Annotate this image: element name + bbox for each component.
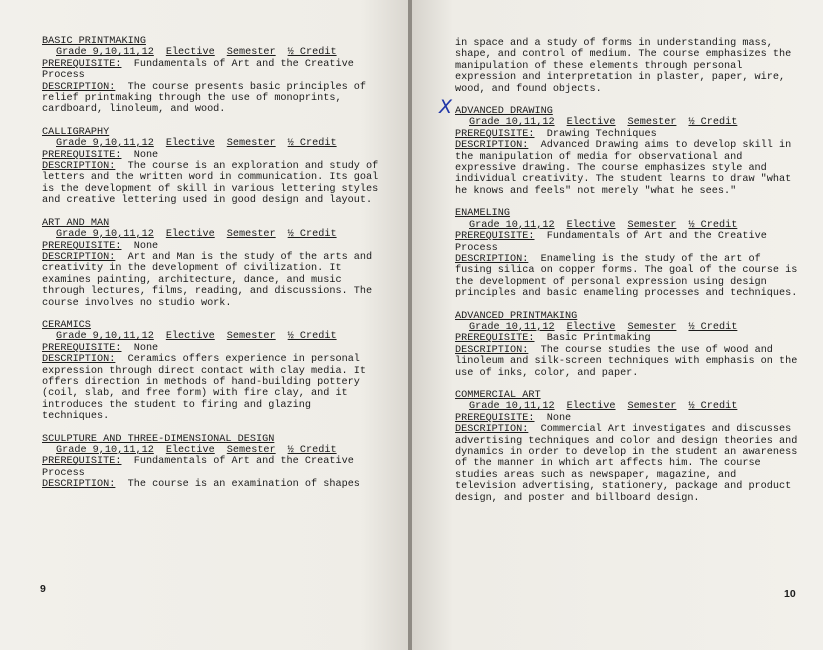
course-semester: Semester [226,138,276,150]
course-grade: Grade 9,10,11,12 [56,445,154,456]
course-title: COMMERCIAL ART [455,389,541,401]
prerequisite-text: None [133,149,159,161]
description-label: DESCRIPTION: [42,479,116,491]
course-prerequisite [42,150,382,161]
course-prerequisite [42,456,382,479]
course-elective: Elective [566,321,616,333]
description-label: DESCRIPTION: [42,251,116,263]
prerequisite-text: None [133,240,159,252]
prerequisite-label: PREREQUISITE: [42,456,122,468]
course-credit: ½ Credit [688,117,738,129]
description-label: DESCRIPTION: [42,81,116,93]
course-credit: ½ Credit [688,219,738,231]
course-semester: Semester [226,47,276,59]
description-label: DESCRIPTION: [455,253,529,265]
course-description [455,140,800,197]
course-title: BASIC PRINTMAKING [42,36,146,47]
course-meta [455,117,800,128]
description-text: The course presents basic principles of relief printmaking through the use of monoprints, cardboard, linoleum, and wood. [42,81,367,116]
prerequisite-label: PREREQUISITE: [455,231,535,243]
prerequisite-label: PREREQUISITE: [42,342,122,354]
course-grade: Grade 10,11,12 [469,219,555,231]
course-ceramics [42,320,382,423]
course-semester: Semester [627,219,677,231]
course-commercial-art [455,390,800,504]
course-credit: ½ Credit [688,401,738,413]
course-grade: Grade 9,10,11,12 [56,331,154,343]
description-text: Enameling is the study of the art of fusing silica on copper forms. The goal of the course is the development of personal expression using design principles and basic enameling processes and techniques. [455,253,798,300]
description-text: The course is an exploration and study of letters and the written word in communication. Its goal is the development of skill in various lettering styles and creative lettering used in good design and layout. [42,161,379,207]
description-text: Commercial Art investigates and discusses advertising techniques and color and design theories and dynamics in order to develop in the student an awareness of the manner in which art affects him. The course studies areas such as newspaper, magazine, and television advertising, stationery, package and product design, and poster and billboard design. [455,424,798,504]
course-grade: Grade 10,11,12 [469,401,555,413]
description-label: DESCRIPTION: [455,344,529,356]
prerequisite-label: PREREQUISITE: [42,58,122,70]
course-title: ADVANCED DRAWING [455,106,553,118]
course-title: CERAMICS [42,319,91,331]
prerequisite-text: Fundamentals of Art and the Creative Process [42,456,354,479]
course-grade: Grade 10,11,12 [469,117,555,129]
prerequisite-label: PREREQUISITE: [42,149,122,161]
handwritten-x-mark: X [439,96,453,119]
prerequisite-text: Fundamentals of Art and the Creative Process [455,231,767,254]
prerequisite-text: None [546,412,572,424]
course-description [42,354,382,422]
course-description [42,82,382,116]
course-semester: Semester [627,401,677,413]
course-advanced-drawing [439,96,800,197]
description-label: DESCRIPTION: [42,161,116,173]
course-grade: Grade 9,10,11,12 [56,47,154,59]
course-semester: Semester [226,445,276,456]
course-sculpture [42,434,382,491]
description-text: The course studies the use of wood and linoleum and silk-screen techniques with emphasis on the use of inks, color, and paper. [455,344,798,379]
course-meta [455,401,800,412]
course-meta [455,322,800,333]
course-elective: Elective [165,331,215,343]
course-elective: Elective [165,47,215,59]
prerequisite-text: Basic Printmaking [546,333,651,345]
course-title: CALLIGRAPHY [42,126,110,138]
prerequisite-label: PREREQUISITE: [455,128,535,140]
course-advanced-printmaking [455,311,800,379]
course-semester: Semester [226,229,276,241]
course-semester: Semester [226,331,276,343]
right-page [412,0,823,650]
course-prerequisite [455,413,800,424]
course-elective: Elective [165,229,215,241]
description-label: DESCRIPTION: [455,424,529,436]
course-prerequisite [42,241,382,252]
prerequisite-label: PREREQUISITE: [42,240,122,252]
course-elective: Elective [566,219,616,231]
continuation-text: in space and a study of forms in understanding mass, shape, and control of medium. The course emphasizes the manipulation of these elements through personal expression and interpretation in plaster, paper, wire, wood, and found objects. [455,38,792,95]
course-elective: Elective [566,117,616,129]
course-credit: ½ Credit [287,138,337,150]
course-prerequisite [42,343,382,354]
course-enameling [455,208,800,299]
course-meta [42,445,382,456]
course-meta [42,138,382,149]
course-prerequisite [42,59,382,82]
right-column [439,38,800,515]
description-text: Ceramics offers experience in personal expression through direct contact with clay media. It offers direction in methods of hand-building pottery (coil, slab, and free form) with fire clay, and it introduces the student to firing and glazing techniques. [42,354,367,423]
course-meta [42,47,382,58]
prerequisite-text: None [133,342,159,354]
course-meta [42,331,382,342]
left-column [42,36,382,502]
description-label: DESCRIPTION: [42,354,116,366]
course-description [42,161,382,207]
course-description [455,254,800,300]
prerequisite-label: PREREQUISITE: [455,412,535,424]
course-grade: Grade 9,10,11,12 [56,229,154,241]
prerequisite-text: Fundamentals of Art and the Creative Process [42,58,354,82]
course-meta [42,229,382,240]
course-title: ENAMELING [455,208,511,220]
course-title: ART AND MAN [42,217,110,229]
description-text: Advanced Drawing aims to develop skill in the manipulation of media for observational and expressive drawing. The course emphasizes style and individual creativity. The student learns to draw "what he knows and feels" not merely "what he sees." [455,140,792,197]
course-description [455,424,800,504]
course-description [42,479,382,490]
course-grade: Grade 9,10,11,12 [56,138,154,150]
course-description [455,345,800,379]
course-prerequisite [455,129,800,140]
description-text: Art and Man is the study of the arts and creativity in the development of civilization. It examines painting, architecture, dance, and music through lectures, films, reading, and discussions. The course involves no studio work. [42,251,373,309]
course-calligraphy [42,127,382,207]
course-credit: ½ Credit [287,47,337,59]
description-text: The course is an examination of shapes [127,479,360,491]
course-credit: ½ Credit [287,445,337,456]
course-basic-printmaking [42,36,382,116]
course-title: SCULPTURE AND THREE-DIMENSIONAL DESIGN [42,433,275,445]
course-meta [455,220,800,231]
course-credit: ½ Credit [287,229,337,241]
course-prerequisite [455,333,800,344]
course-title: ADVANCED PRINTMAKING [455,310,578,322]
prerequisite-label: PREREQUISITE: [455,333,535,345]
prerequisite-text: Drawing Techniques [546,128,657,140]
course-grade: Grade 10,11,12 [469,321,555,333]
continued-description [455,38,800,95]
course-credit: ½ Credit [287,331,337,343]
course-credit: ½ Credit [688,321,738,333]
page-number: 10 [784,588,796,600]
course-elective: Elective [566,401,616,413]
course-elective: Elective [165,445,215,456]
course-description [42,252,382,309]
course-prerequisite [455,231,800,254]
course-art-and-man [42,218,382,309]
left-page [0,0,410,650]
course-elective: Elective [165,138,215,150]
course-semester: Semester [627,117,677,129]
description-label: DESCRIPTION: [455,140,529,152]
page-number: 9 [40,583,46,595]
course-semester: Semester [627,321,677,333]
